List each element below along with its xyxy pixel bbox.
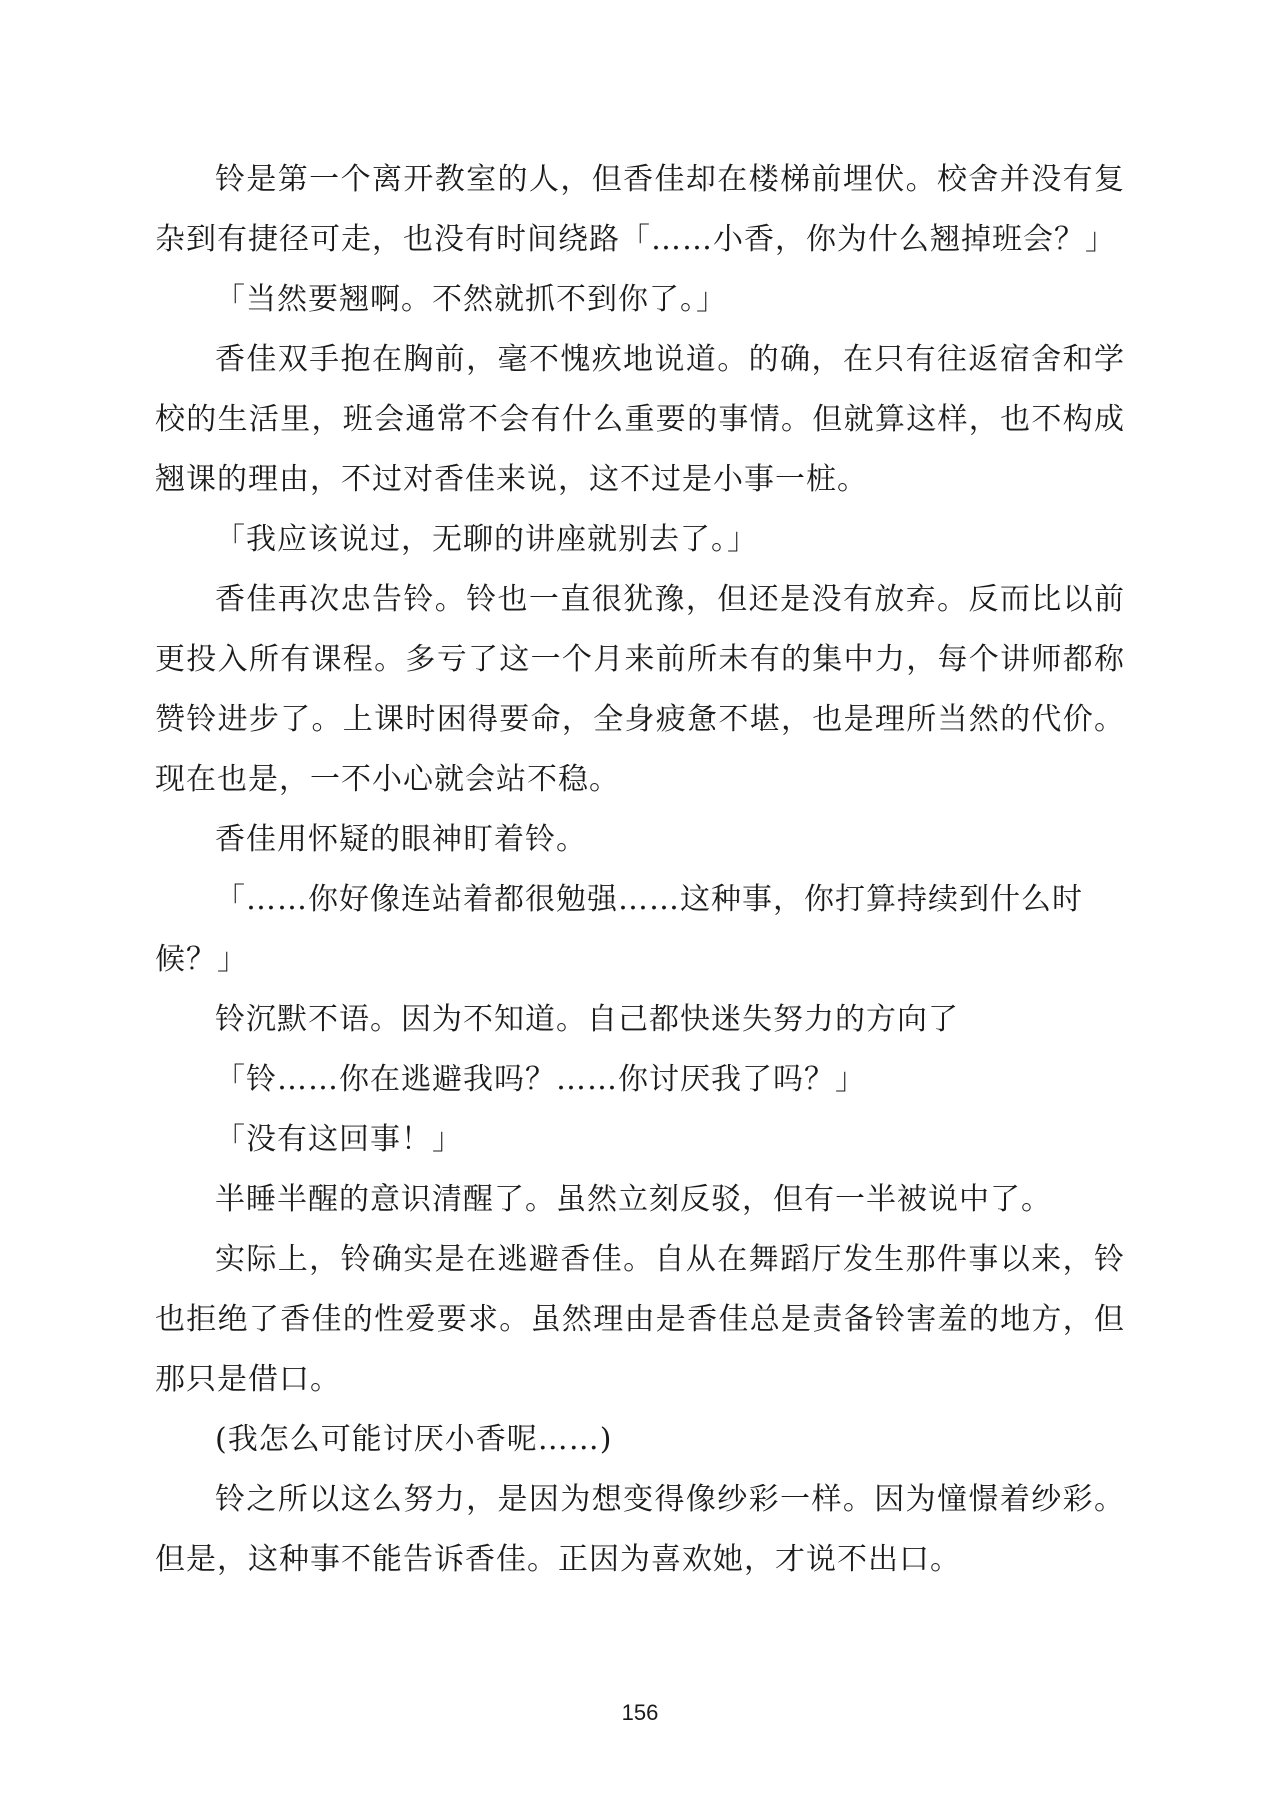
paragraph-11: 半睡半醒的意识清醒了。虽然立刻反驳，但有一半被说中了。	[215, 1182, 1052, 1217]
paragraph-3: 香佳双手抱在胸前，毫不愧疚地说道。的确，在只有往返宿舍和学校的生活里，班会通常不会有什么重要的事情。但就算这样，也不构成翘课的理由，不过对香佳来说，这不过是小事一桩。	[155, 342, 1125, 497]
paragraph-1: 铃是第一个离开教室的人，但香佳却在楼梯前埋伏。校舍并没有复杂到有捷径可走，也没有时间绕路「……小香，你为什么翘掉班会？」	[155, 162, 1125, 257]
page-number: 156	[621, 1700, 659, 1725]
paragraph-2: 「当然要翘啊。不然就抓不到你了。」	[215, 282, 727, 317]
paragraph-13: (我怎么可能讨厌小香呢……)	[215, 1422, 613, 1457]
paragraph-8: 铃沉默不语。因为不知道。自己都快迷失努力的方向了	[215, 1002, 959, 1037]
paragraph-6: 香佳用怀疑的眼神盯着铃。	[215, 822, 587, 857]
page-body	[155, 150, 1125, 1590]
paragraph-4: 「我应该说过，无聊的讲座就别去了。」	[215, 522, 758, 557]
paragraph-9: 「铃……你在逃避我吗？……你讨厌我了吗？」	[215, 1062, 866, 1097]
paragraph-5: 香佳再次忠告铃。铃也一直很犹豫，但还是没有放弃。反而比以前更投入所有课程。多亏了这一个月来前所未有的集中力，每个讲师都称赞铃进步了。上课时困得要命，全身疲惫不堪，也是理所当然的代价。现在也是，一不小心就会站不稳。	[155, 582, 1125, 797]
paragraph-10: 「没有这回事！」	[215, 1122, 463, 1157]
paragraph-12: 实际上，铃确实是在逃避香佳。自从在舞蹈厅发生那件事以来，铃也拒绝了香佳的性爱要求。虽然理由是香佳总是责备铃害羞的地方，但那只是借口。	[155, 1242, 1125, 1397]
paragraph-7: 「……你好像连站着都很勉强……这种事，你打算持续到什么时 候？」	[155, 882, 1083, 977]
paragraph-14: 铃之所以这么努力，是因为想变得像纱彩一样。因为憧憬着纱彩。但是，这种事不能告诉香佳。正因为喜欢她，才说不出口。	[155, 1482, 1125, 1577]
